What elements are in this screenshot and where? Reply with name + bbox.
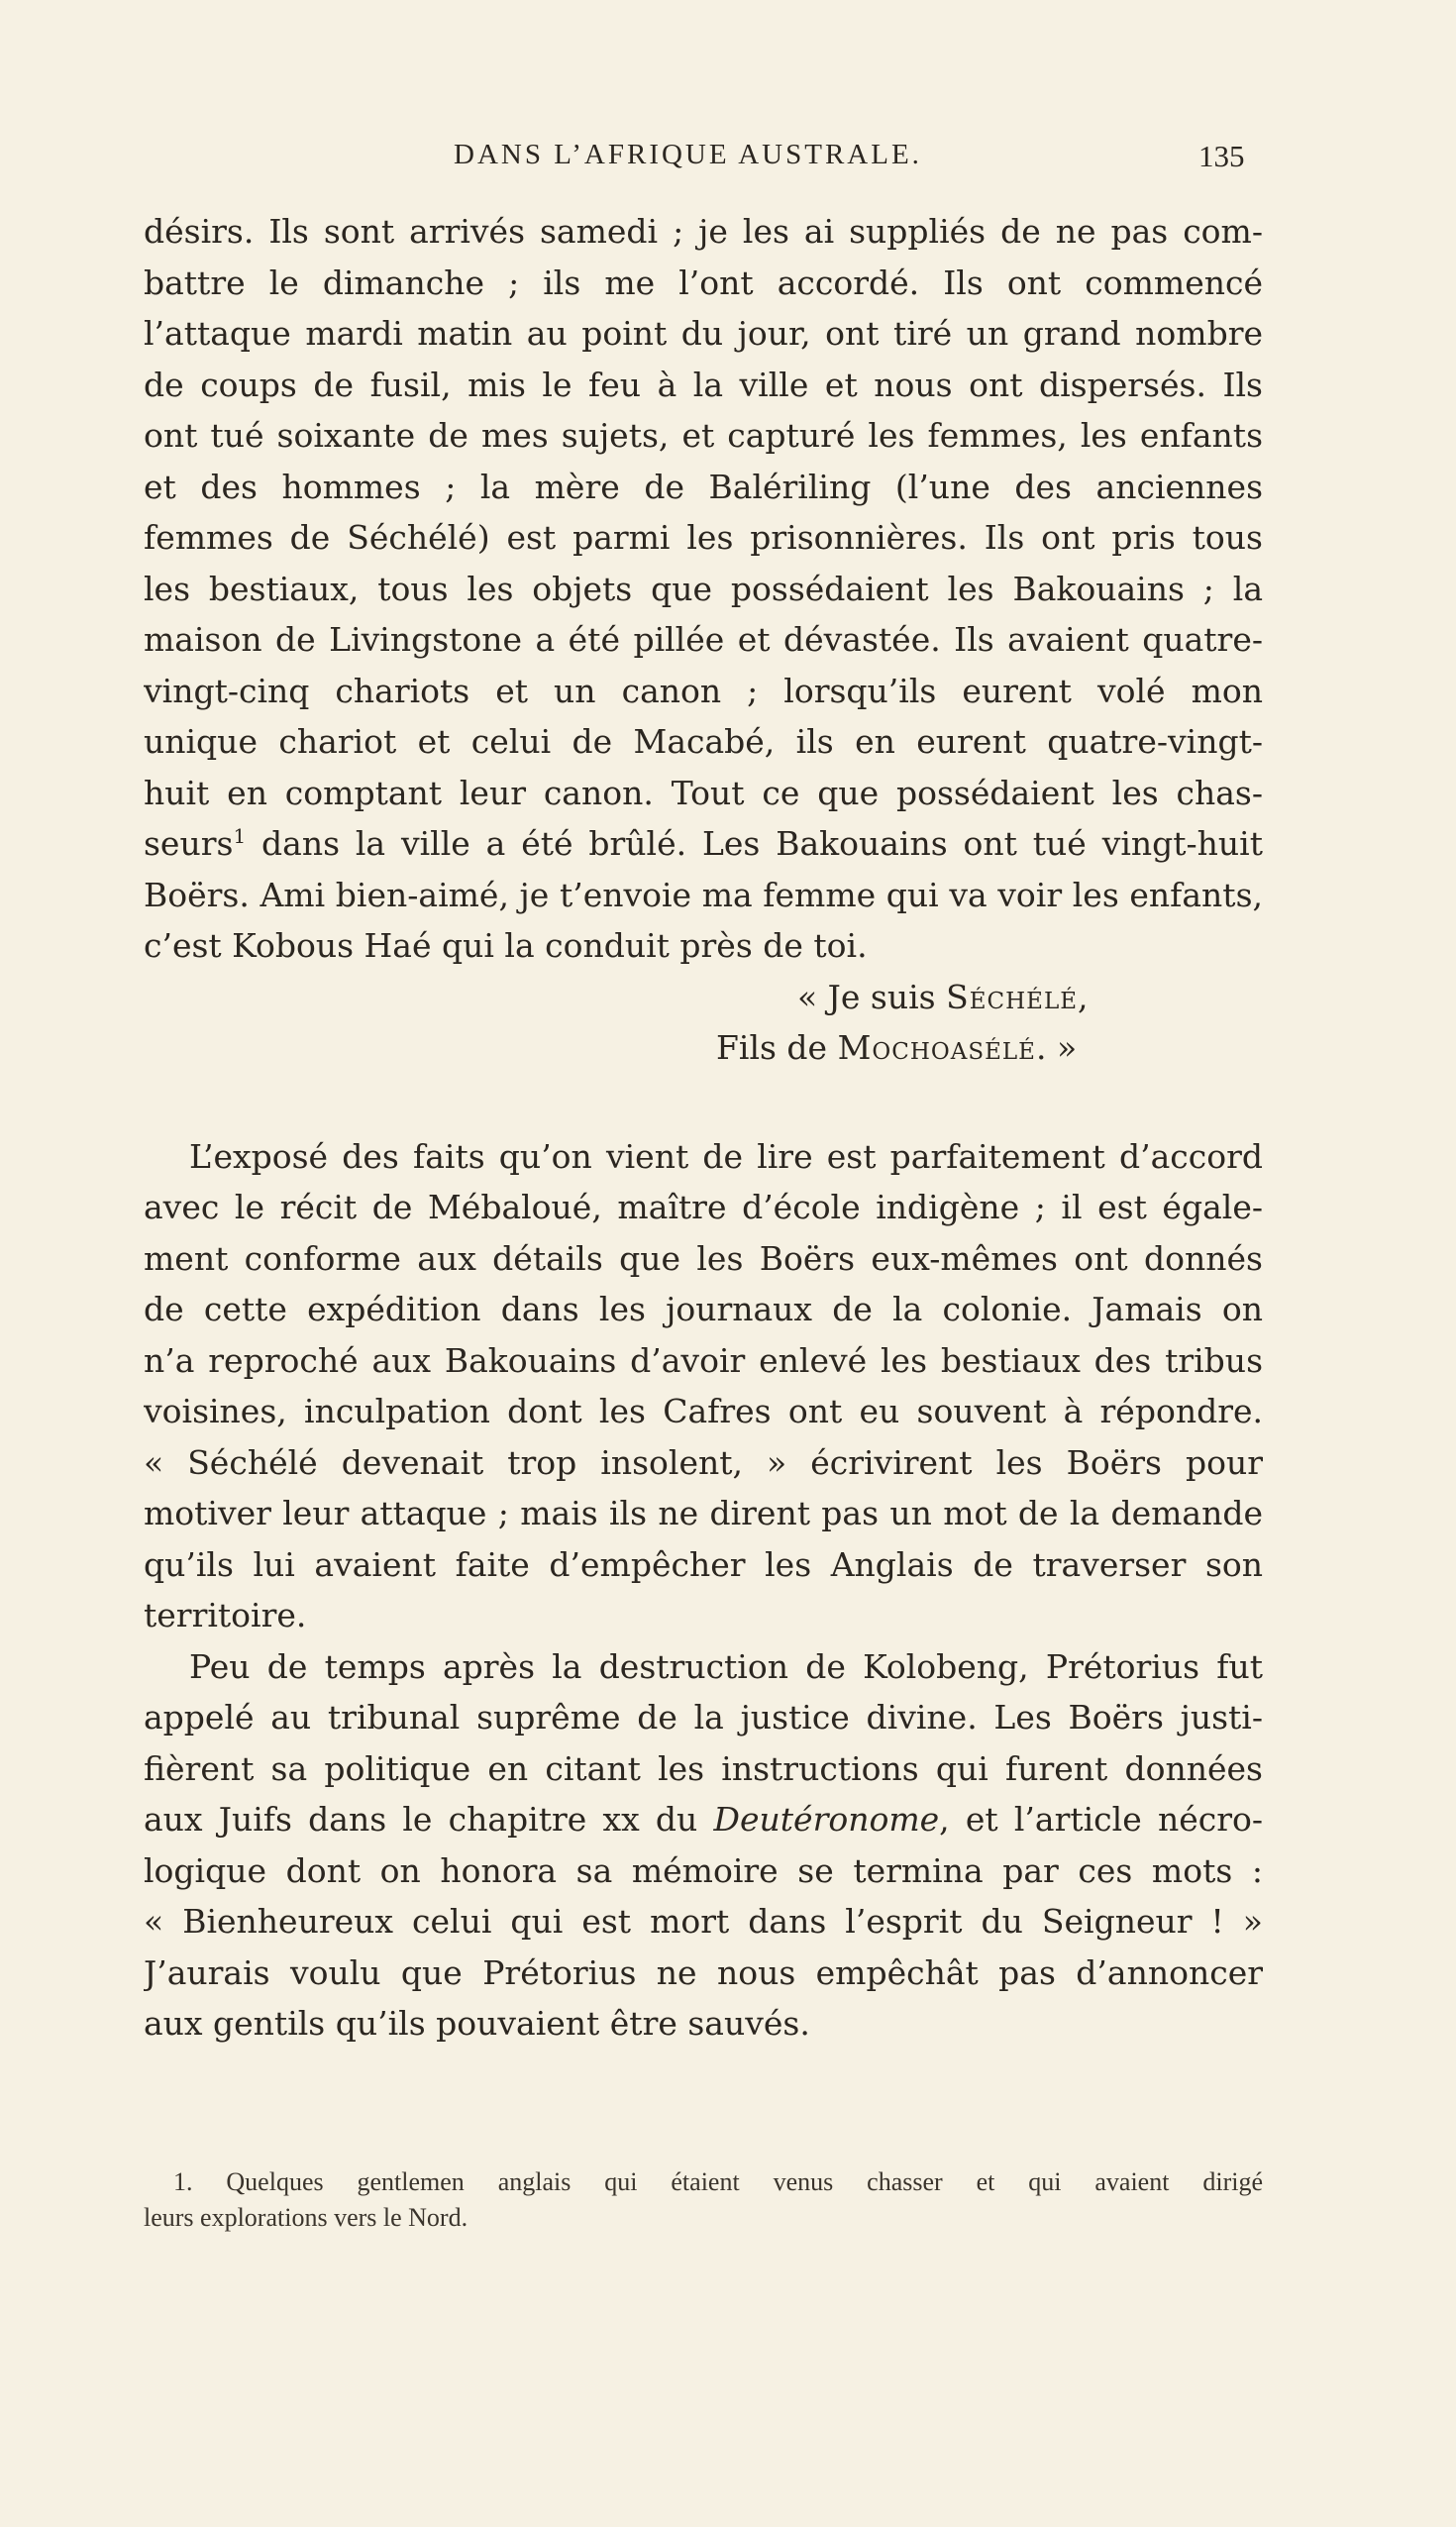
text-line: vingt-cinq chariots et un canon ; lorsqu’ils eurent volé mon <box>144 671 1263 710</box>
text-line: « Bienheureux celui qui est mort dans l’esprit du Seigneur ! » <box>144 1902 1263 1941</box>
text-line: aux gentils qu’ils pouvaient être sauvés. <box>144 2004 810 2043</box>
text-line: appelé au tribunal suprême de la justice divine. Les Boërs justi- <box>144 1698 1263 1737</box>
text-line: ment conforme aux détails que les Boërs eux-mêmes ont donnés <box>144 1238 1263 1278</box>
text-line: désirs. Ils sont arrivés samedi ; je les ai suppliés de ne pas com- <box>144 212 1263 251</box>
footnote-line: 1. Quelques gentlemen anglais qui étaient venus chasser et qui avaient dirigé <box>173 2167 1263 2196</box>
text-line: les bestiaux, tous les objets que possédaient les Bakouains ; la <box>144 569 1263 608</box>
text-line: l’attaque mardi matin au point du jour, ont tiré un grand nombre <box>144 314 1263 353</box>
text-line: L’exposé des faits qu’on vient de lire est parfaitement d’accord <box>189 1136 1263 1176</box>
signature-prefix: Fils de <box>716 1028 838 1067</box>
running-title: DANS L’AFRIQUE AUSTRALE. <box>454 139 922 170</box>
text-line <box>144 818 1263 870</box>
text-line: huit en comptant leur canon. Tout ce que possédaient les chas- <box>144 773 1263 812</box>
text-fragment: aux Juifs dans le chapitre xx du <box>144 1800 714 1839</box>
signature-open: « Je suis <box>797 977 947 1016</box>
text-line: unique chariot et celui de Macabé, ils en eurent quatre-vingt- <box>144 722 1263 761</box>
text-line: avec le récit de Mébaloué, maître d’école indigène ; il est égale- <box>144 1188 1263 1226</box>
text-line: Boërs. Ami bien-aimé, je t’envoie ma femme qui va voir les enfants, <box>144 875 1263 914</box>
text-line: fièrent sa politique en citant les instructions qui furent données <box>144 1748 1263 1788</box>
body-text <box>144 206 1263 2050</box>
text-line <box>144 1794 1263 1845</box>
text-line: qu’ils lui avaient faite d’empêcher les Anglais de traverser son <box>144 1544 1263 1584</box>
footnote-line: leurs explorations vers le Nord. <box>144 2203 468 2232</box>
text-line: ont tué soixante de mes sujets, et capturé les femmes, les enfants <box>144 416 1263 455</box>
signature-line-2 <box>144 1022 1263 1074</box>
text-line: femmes de Séchélé) est parmi les prisonnières. Ils ont pris tous <box>144 518 1263 557</box>
text-line: c’est Kobous Haé qui la conduit près de toi. <box>144 926 868 965</box>
text-line: J’aurais voulu que Prétorius ne nous empêchât pas d’annoncer <box>144 1952 1263 1992</box>
signature-separator: , <box>1078 977 1089 1016</box>
signature-father-name: Mochoasélé <box>837 1028 1036 1067</box>
text-line: n’a reproché aux Bakouains d’avoir enlevé les bestiaux des tribus <box>144 1340 1263 1380</box>
text-line: « Séchélé devenait trop insolent, » écrivirent les Boërs pour <box>144 1442 1263 1482</box>
text-line: battre le dimanche ; ils me l’ont accordé. Ils ont commencé <box>144 263 1263 302</box>
text-fragment: , et l’article nécro- <box>939 1800 1263 1839</box>
text-line: logique dont on honora sa mémoire se termina par ces mots : <box>144 1850 1263 1890</box>
paragraph-spacer <box>144 1074 1263 1131</box>
text-line: motiver leur attaque ; mais ils ne dirent pas un mot de la demande <box>144 1494 1263 1532</box>
signature-name: Séchélé <box>946 977 1079 1016</box>
footnote-reference[interactable]: 1 <box>233 824 247 848</box>
signature-close: . » <box>1035 1028 1078 1067</box>
footnote <box>144 2164 1263 2236</box>
text-line: territoire. <box>144 1596 307 1634</box>
text-line: de coups de fusil, mis le feu à la ville et nous ont dispersés. Ils <box>144 365 1263 404</box>
text-line: Peu de temps après la destruction de Kolobeng, Prétorius fut <box>189 1646 1263 1686</box>
page-header <box>0 139 1456 188</box>
text-fragment: seurs <box>144 824 234 863</box>
text-line: maison de Livingstone a été pillée et dévastée. Ils avaient quatre- <box>144 620 1263 659</box>
text-line: voisines, inculpation dont les Cafres ont eu souvent à répondre. <box>144 1392 1263 1430</box>
text-line: et des hommes ; la mère de Balériling (l’une des anciennes <box>144 467 1263 506</box>
page-number: 135 <box>1198 139 1245 173</box>
text-fragment: dans la ville a été brûlé. Les Bakouains ont tué vingt-huit <box>246 824 1263 863</box>
text-line: de cette expédition dans les journaux de la colonie. Jamais on <box>144 1290 1263 1328</box>
signature-line-1 <box>144 972 1263 1023</box>
book-title: Deutéronome <box>713 1800 940 1839</box>
